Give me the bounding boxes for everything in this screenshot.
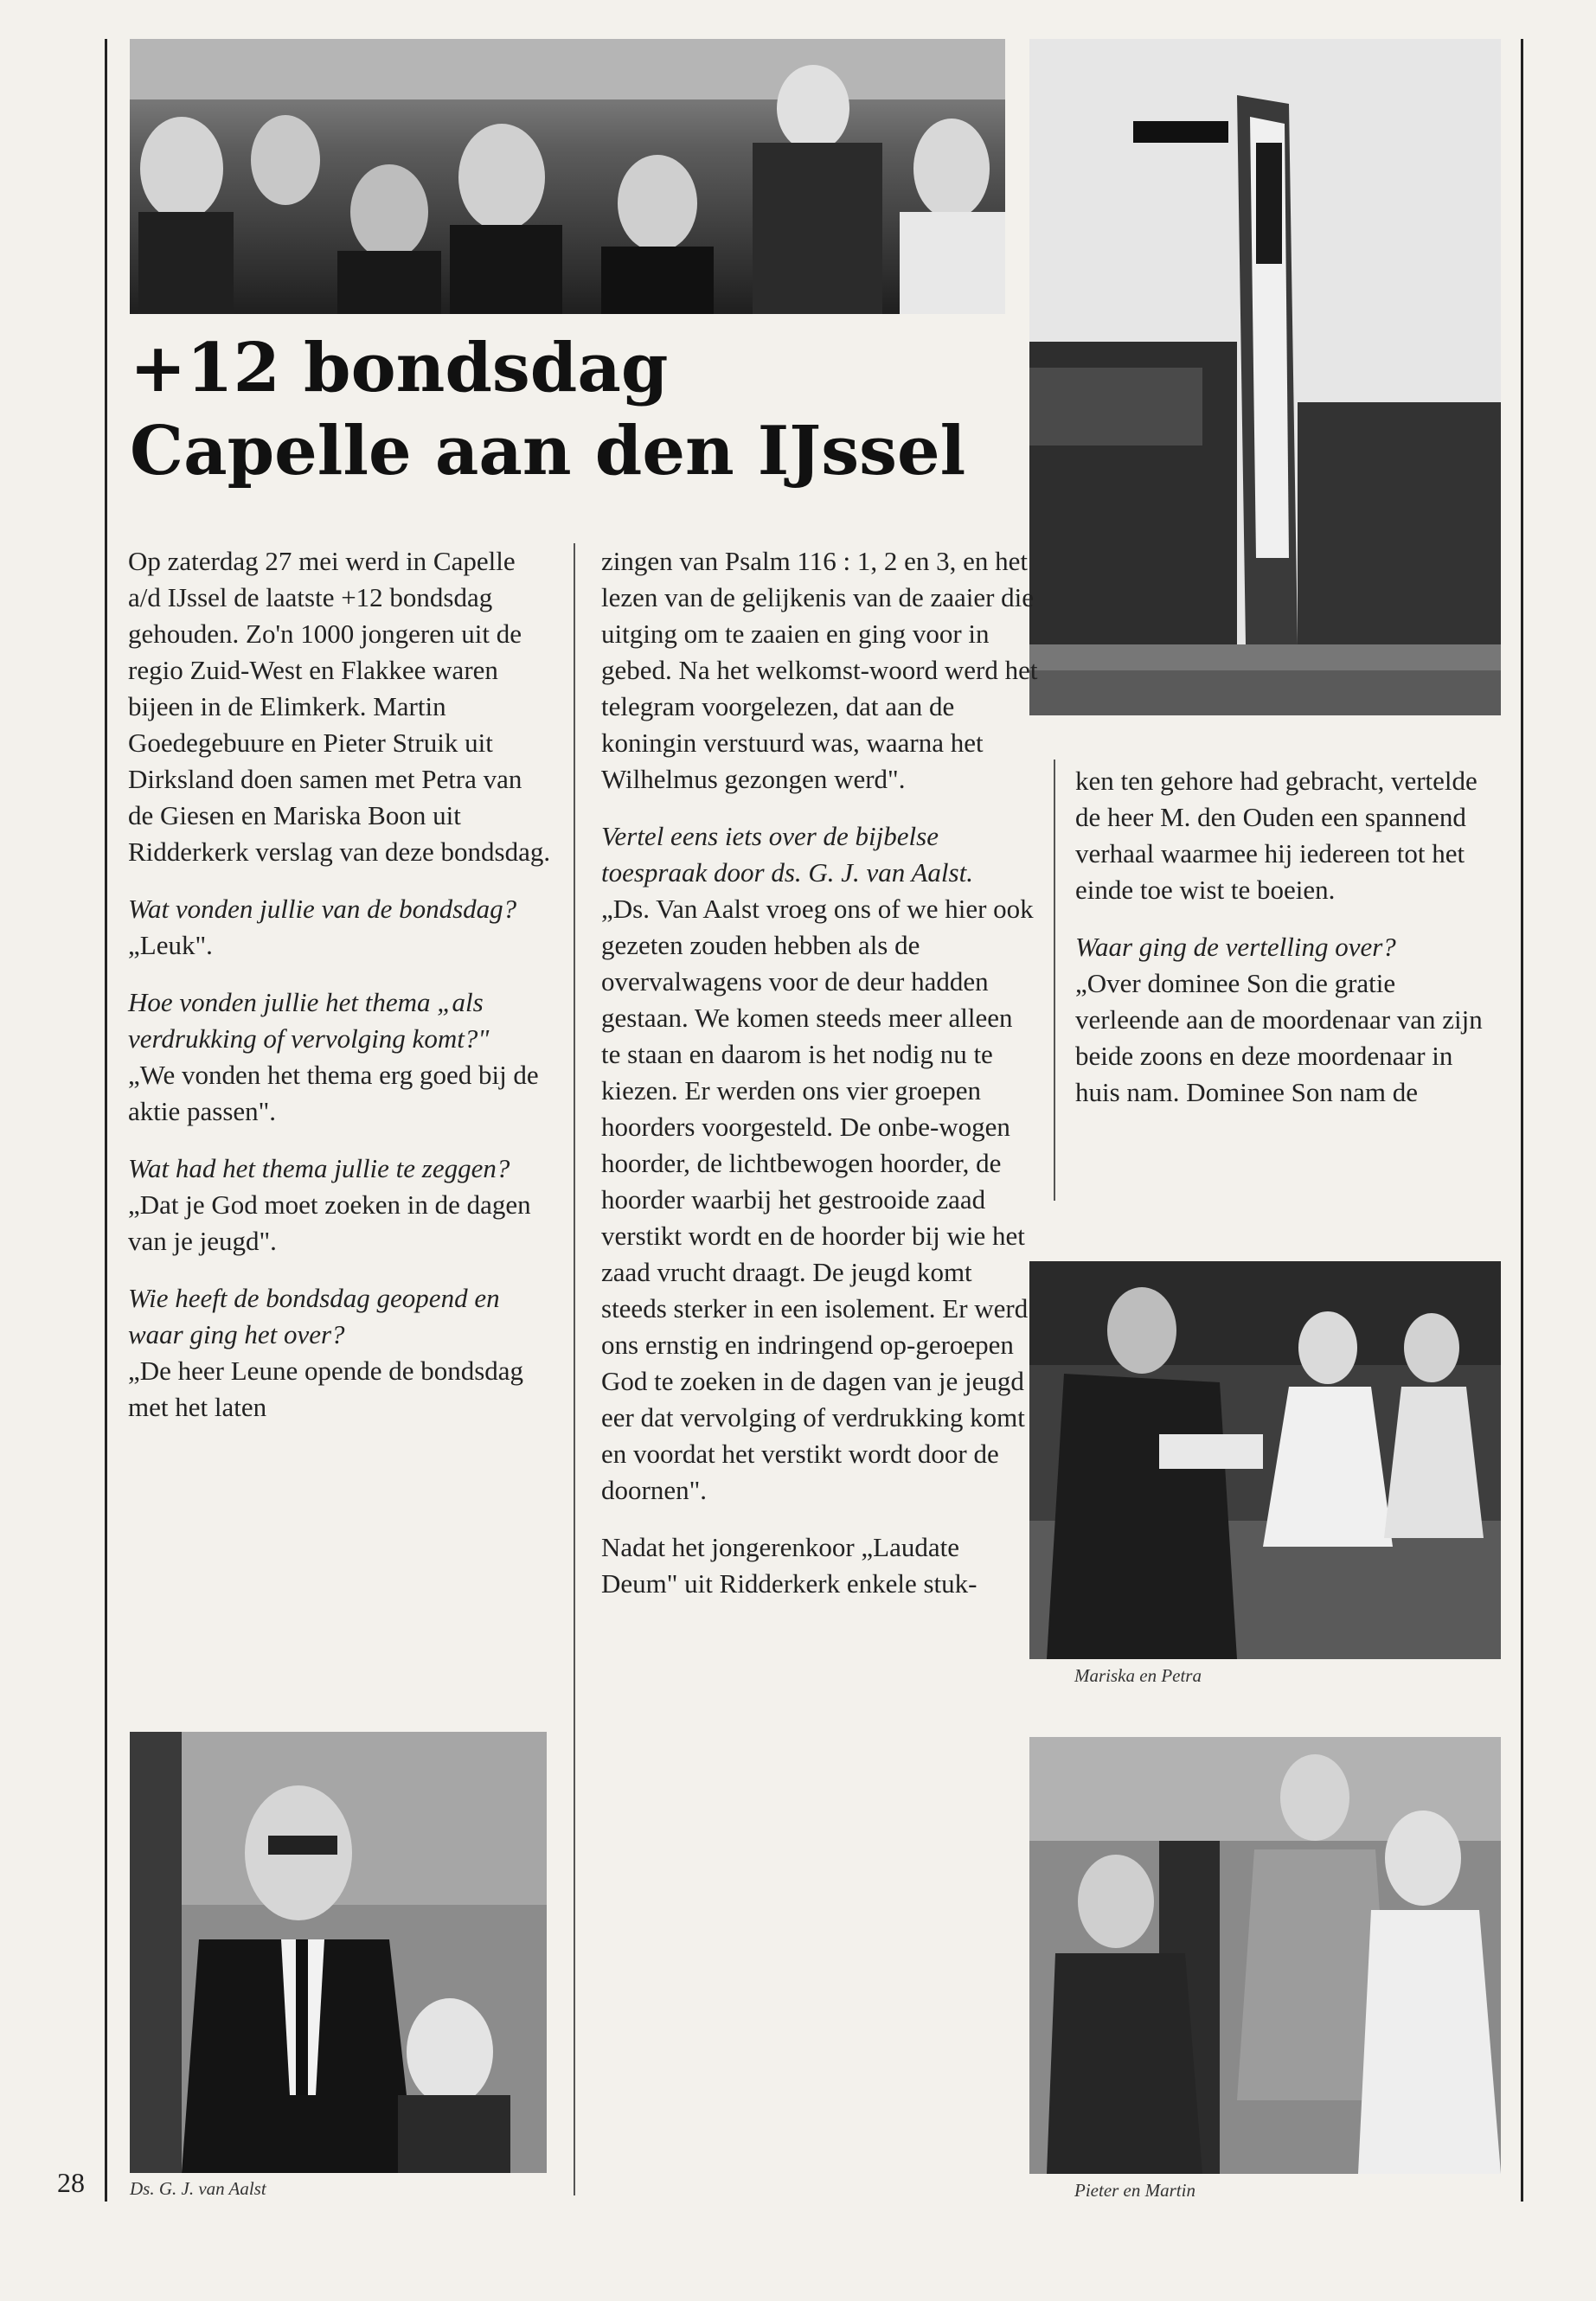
- answer-6: „Over dominee Son die gratie verleende aan de moordenaar van zijn beide zoons en deze moordenaar in huis nam. Dominee Son nam de: [1075, 968, 1483, 1107]
- qa-block-4: [128, 1280, 552, 1426]
- col2-paragraph-1: zingen van Psalm 116 : 1, 2 en 3, en het lezen van de gelijkenis van de zaaier die uitging om te zaaien en ging voor in gebed. Na het welkomst-woord werd het telegram voorgelezen, dat aan de koningin verstuurd was, waarna het Wilhelmus gezongen werd".: [601, 546, 1038, 794]
- title-line-1: +12 bondsdag: [130, 329, 669, 407]
- qa-block-6: [1075, 929, 1499, 1111]
- col2-paragraph-2: Nadat het jongerenkoor „Laudate Deum" uit Ridderkerk enkele stuk-: [601, 1532, 977, 1599]
- article-title: [130, 327, 1012, 493]
- col3-paragraph-1: ken ten gehore had gebracht, vertelde de heer M. den Ouden een spannend verhaal waarmee hij iedereen tot het einde toe wist te boeien.: [1075, 766, 1477, 905]
- right-margin-rule: [1521, 39, 1523, 2202]
- pieter-martin-photo: [1029, 1737, 1501, 2174]
- caption-mariska-petra: Mariska en Petra: [1074, 1665, 1202, 1686]
- answer-5: „Ds. Van Aalst vroeg ons of we hier ook gezeten zouden hebben als de overvalwagens voor de deur hadden gestaan. We komen steeds meer alleen te staan en daarom is het nodig nu te kiezen. Er werden ons vier groepen hoorders voorgesteld. De onbe-wogen hoorder, de lichtbewogen hoorder, de hoorder waarbij het gestrooide zaad verstikt wordt en de hoorder bij wie het zaad vrucht draagt. De jeugd komt steeds sterker in een isolement. Er werd ons ernstig en indringend op-geroepen God te zoeken in de dagen van je jeugd eer dat vervolging of verdrukking komt en voordat het verstikt wordt door de doornen".: [601, 894, 1034, 1505]
- question-1: Wat vonden jullie van de bondsdag?: [128, 894, 517, 924]
- caption-aalst: Ds. G. J. van Aalst: [130, 2178, 266, 2199]
- text-column-1: [128, 543, 552, 1446]
- answer-4: „De heer Leune opende de bondsdag met het laten: [128, 1356, 524, 1422]
- left-margin-rule: [105, 39, 107, 2202]
- question-6: Waar ging de vertelling over?: [1075, 932, 1396, 962]
- church-photo: [1029, 39, 1501, 715]
- text-column-3: [1075, 763, 1499, 1131]
- question-2: Hoe vonden jullie het thema „als verdrukking of vervolging komt?": [128, 987, 490, 1054]
- answer-3: „Dat je God moet zoeken in de dagen van je jeugd".: [128, 1189, 531, 1256]
- youth-group-photo: [130, 39, 1005, 314]
- intro-paragraph: Op zaterdag 27 mei werd in Capelle a/d IJssel de laatste +12 bondsdag gehouden. Zo'n 1000 jongeren uit de regio Zuid-West en Flakkee waren bijeen in de Elimkerk. Martin Goedegebuure en Pieter Struik uit Dirksland doen samen met Petra van de Giesen en Mariska Boon uit Ridderkerk verslag van deze bondsdag.: [128, 546, 551, 867]
- qa-block-3: [128, 1150, 552, 1259]
- text-column-2: [601, 543, 1038, 1623]
- page-number: 28: [57, 2167, 85, 2198]
- caption-pieter-martin: Pieter en Martin: [1074, 2180, 1195, 2201]
- qa-block-2: [128, 984, 552, 1130]
- answer-2: „We vonden het thema erg goed bij de aktie passen".: [128, 1060, 539, 1126]
- question-5: Vertel eens iets over de bijbelse toespraak door ds. G. J. van Aalst.: [601, 821, 973, 888]
- aalst-photo: [130, 1732, 547, 2173]
- column-rule-2: [1054, 760, 1055, 1201]
- column-rule-1: [574, 543, 575, 2195]
- mariska-petra-photo: [1029, 1261, 1501, 1659]
- qa-block-1: [128, 891, 552, 964]
- qa-block-5: [601, 818, 1038, 1509]
- title-line-2: Capelle aan den IJssel: [130, 412, 966, 490]
- question-4: Wie heeft de bondsdag geopend en waar ging het over?: [128, 1283, 500, 1349]
- answer-1: „Leuk".: [128, 930, 213, 960]
- question-3: Wat had het thema jullie te zeggen?: [128, 1153, 510, 1183]
